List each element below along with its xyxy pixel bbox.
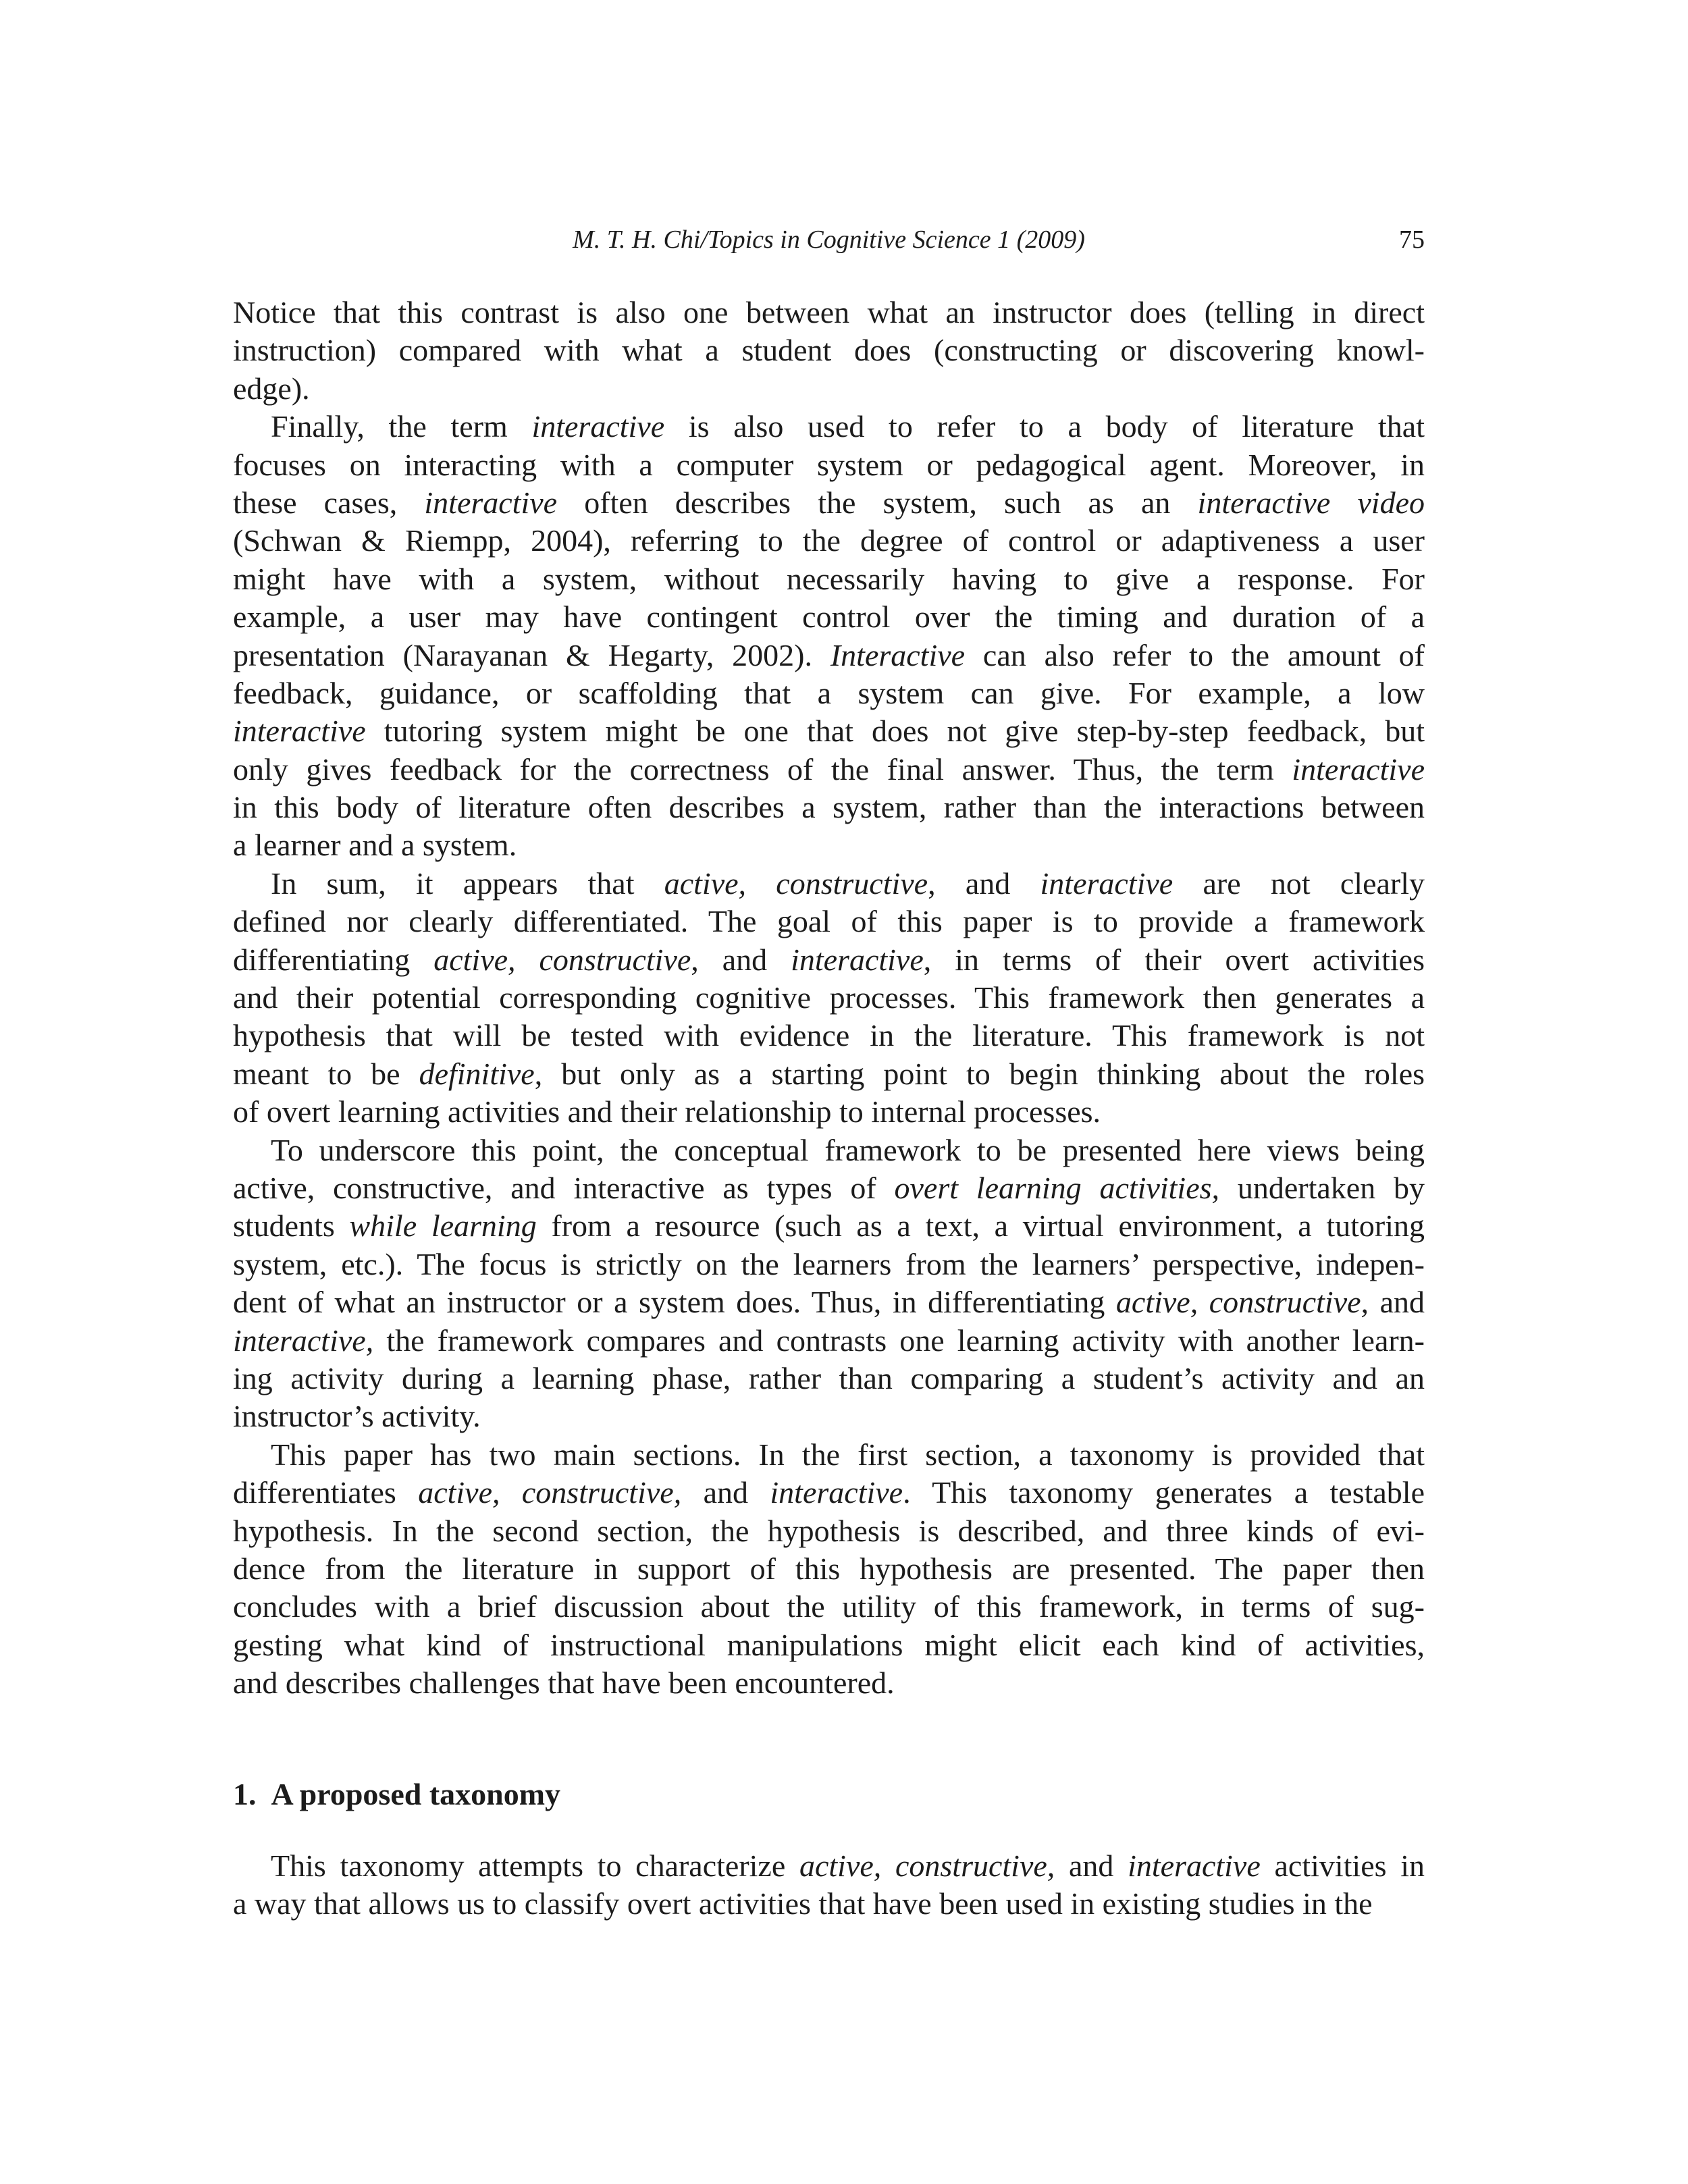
paragraph-line: a learner and a system.: [233, 828, 517, 863]
paragraph: [233, 294, 1425, 408]
paragraph: [233, 408, 1425, 865]
paragraph-line: interactive tutoring system might be one that does not give step-by-step feedback, but: [233, 714, 1425, 749]
section-heading: [233, 1776, 560, 1813]
paragraph-line: concludes with a brief discussion about the utility of this framework, in terms of sug-: [233, 1589, 1425, 1624]
paragraph-line: To underscore this point, the conceptual framework to be presented here views being: [271, 1132, 1425, 1167]
paragraph-line: interactive, the framework compares and contrasts one learning activity with another learn-: [233, 1323, 1425, 1358]
paragraph-line: in this body of literature often describes a system, rather than the interactions between: [233, 790, 1425, 825]
paragraph-line: students while learning from a resource (such as a text, a virtual environment, a tutoring: [233, 1208, 1425, 1244]
paragraph-line: differentiates active, constructive, and interactive. This taxonomy generates a testable: [233, 1475, 1425, 1510]
paragraph-line: of overt learning activities and their relationship to internal processes.: [233, 1094, 1101, 1129]
body-text: [233, 294, 1425, 1702]
paragraph-line: dent of what an instructor or a system does. Thus, in differentiating active, constructive, and: [233, 1285, 1425, 1320]
paragraph-line: system, etc.). The focus is strictly on the learners from the learners’ perspective, indepen-: [233, 1246, 1425, 1281]
paragraph-line: might have with a system, without necessarily having to give a response. For: [233, 561, 1425, 596]
paragraph-line: these cases, interactive often describes the system, such as an interactive video: [233, 485, 1425, 520]
paragraph-line: example, a user may have contingent control over the timing and duration of a: [233, 600, 1425, 635]
paragraph-line: active, constructive, and interactive as types of overt learning activities, undertaken by: [233, 1170, 1425, 1205]
section-paragraph-line: This taxonomy attempts to characterize active, constructive, and interactive activities in: [271, 1848, 1425, 1883]
section-number: 1.: [233, 1777, 257, 1811]
paragraph-line: instructor’s activity.: [233, 1399, 481, 1434]
paragraph-line: hypothesis. In the second section, the hypothesis is described, and three kinds of evi-: [233, 1513, 1425, 1548]
section-title: A proposed taxonomy: [271, 1777, 561, 1811]
paragraph-line: and their potential corresponding cognitive processes. This framework then generates a: [233, 980, 1425, 1015]
paragraph-line: ing activity during a learning phase, rather than comparing a student’s activity and an: [233, 1360, 1425, 1395]
page-number: 75: [1399, 225, 1425, 254]
paragraph: [233, 865, 1425, 1131]
paragraph: [233, 1436, 1425, 1703]
paragraph-line: hypothesis that will be tested with evidence in the literature. This framework is not: [233, 1018, 1425, 1053]
paragraph-line: This paper has two main sections. In the first section, a taxonomy is provided that: [271, 1437, 1425, 1472]
running-head: [233, 223, 1425, 257]
paragraph-line: only gives feedback for the correctness of the final answer. Thus, the term interactive: [233, 751, 1425, 787]
running-title: M. T. H. Chi/Topics in Cognitive Science 1 (2009): [573, 225, 1085, 254]
paragraph-line: In sum, it appears that active, constructive, and interactive are not clearly: [271, 865, 1425, 901]
paragraph-line: instruction) compared with what a student does (constructing or discovering knowl-: [233, 333, 1425, 368]
paragraph-line: defined nor clearly differentiated. The goal of this paper is to provide a framework: [233, 904, 1425, 939]
section-paragraph-line: a way that allows us to classify overt activities that have been used in existing studies in the: [233, 1886, 1373, 1921]
paragraph-line: differentiating active, constructive, and interactive, in terms of their overt activities: [233, 942, 1425, 977]
paragraph-line: Notice that this contrast is also one between what an instructor does (telling in direct: [233, 295, 1425, 329]
paragraph-line: Finally, the term interactive is also used to refer to a body of literature that: [271, 409, 1425, 444]
section-paragraph: [233, 1847, 1425, 1923]
paragraph-line: focuses on interacting with a computer system or pedagogical agent. Moreover, in: [233, 447, 1425, 482]
paragraph-line: presentation (Narayanan & Hegarty, 2002). Interactive can also refer to the amount of: [233, 637, 1425, 672]
paragraph: [233, 1131, 1425, 1436]
paragraph-line: feedback, guidance, or scaffolding that a system can give. For example, a low: [233, 675, 1425, 710]
paragraph-line: meant to be definitive, but only as a starting point to begin thinking about the roles: [233, 1056, 1425, 1091]
paragraph-line: (Schwan & Riempp, 2004), referring to the degree of control or adaptiveness a user: [233, 523, 1425, 558]
paragraph-line: dence from the literature in support of this hypothesis are presented. The paper then: [233, 1551, 1425, 1586]
paragraph-line: and describes challenges that have been encountered.: [233, 1666, 895, 1701]
paragraph-line: gesting what kind of instructional manipulations might elicit each kind of activities,: [233, 1627, 1425, 1662]
paragraph-line: edge).: [233, 371, 310, 406]
